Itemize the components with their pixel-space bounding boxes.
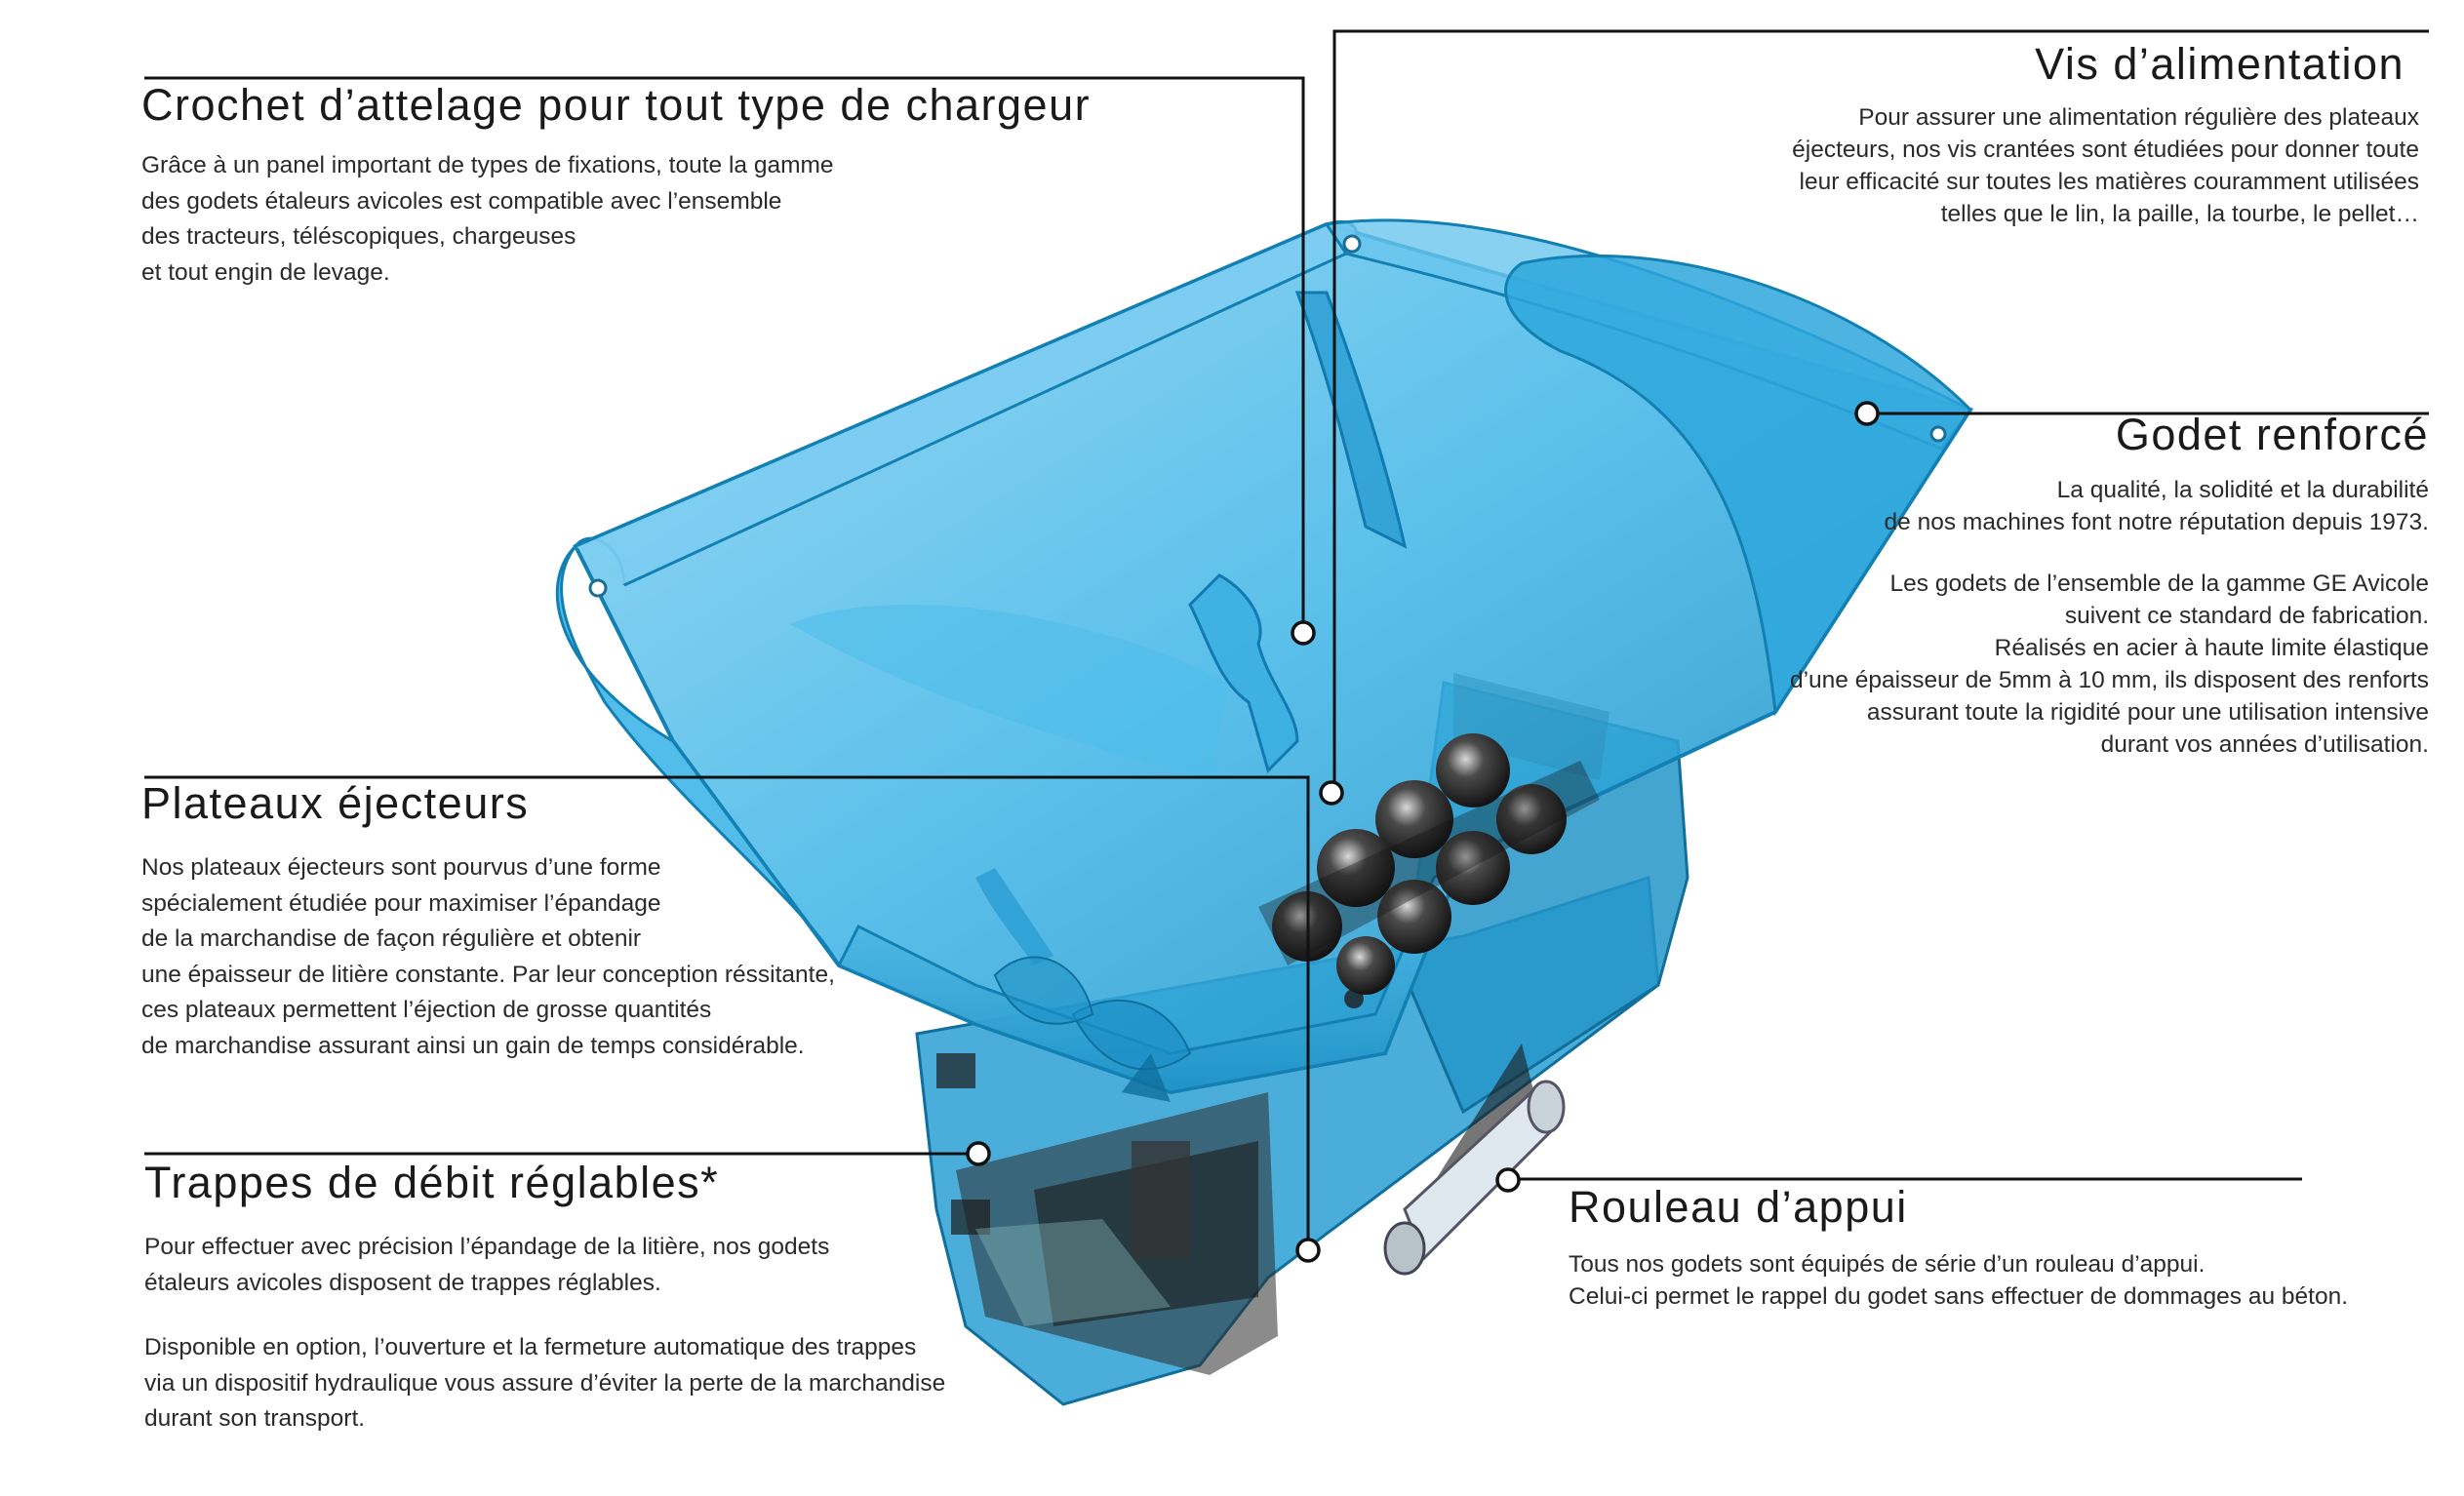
callout-title: Trappes de débit réglables* [144,1158,720,1207]
callout-title: Plateaux éjecteurs [141,778,530,828]
callout-title: Godet renforcé [2115,410,2429,459]
callout-crochet [141,80,1410,291]
callout-plateaux [141,778,1019,1064]
callout-text: Nos plateaux éjecteurs sont pourvus d’une forme spécialement étudiée pour maximiser l’épandage de la marchandise de façon régulière et obtenir une épaisseur de litière constante. Par leur conception réssitante, ces plateaux permettent l’éjection de grosse quantités de marchandise assurant ainsi un gain de temps considérable. [141,854,835,1059]
callout-text: Grâce à un panel important de types de fixations, toute la gamme des godets étaleurs avicoles est compatible avec l’ensemble des tracteurs, téléscopiques, chargeuses et tout engin de levage. [141,152,834,286]
callout-title: Rouleau d’appui [1569,1182,1908,1232]
dot-plateaux [1297,1240,1319,1261]
callout-rouleau [1569,1182,2427,1313]
callout-text-1: Pour effectuer avec précision l’épandage de la litière, nos godets étaleurs avicoles disposent de trappes réglables. [144,1234,830,1296]
callout-godet [1649,410,2429,761]
dot-vis [1321,782,1342,804]
callout-title: Vis d’alimentation [2035,39,2404,89]
callout-text: Pour assurer une alimentation régulière des plateaux éjecteurs, nos vis crantées sont étudiées pour donner toute leur efficacité sur toutes les matières couramment utilisées telles que le lin, la paille, la tourbe, le pellet… [1792,104,2419,227]
dot-rouleau [1497,1169,1519,1191]
callout-text-1: La qualité, la solidité et la durabilité de nos machines font notre réputation depuis 1973. [1884,477,2429,535]
callout-text-2: Les godets de l’ensemble de la gamme GE Avicole suivent ce standard de fabrication. Réalisés en acier à haute limite élastique d’une épaisseur de 5mm à 10 mm, ils disposent des renforts assurant toute la rigidité pour une utilisation intensive durant vos années d’utilisation. [1789,571,2429,758]
callout-text: Tous nos godets sont équipés de série d’un rouleau d’appui. Celui-ci permet le rappel du godet sans effectuer de dommages au béton. [1569,1251,2349,1310]
dot-crochet [1292,622,1314,644]
callout-vis [1736,39,2419,230]
callout-trappes [144,1158,1120,1437]
callout-text-2: Disponible en option, l’ouverture et la fermeture automatique des trappes via un dispositif hydraulique vous assure d’éviter la perte de la marchandise durant son transport. [144,1334,946,1432]
callout-title: Crochet d’attelage pour tout type de chargeur [141,80,1092,130]
